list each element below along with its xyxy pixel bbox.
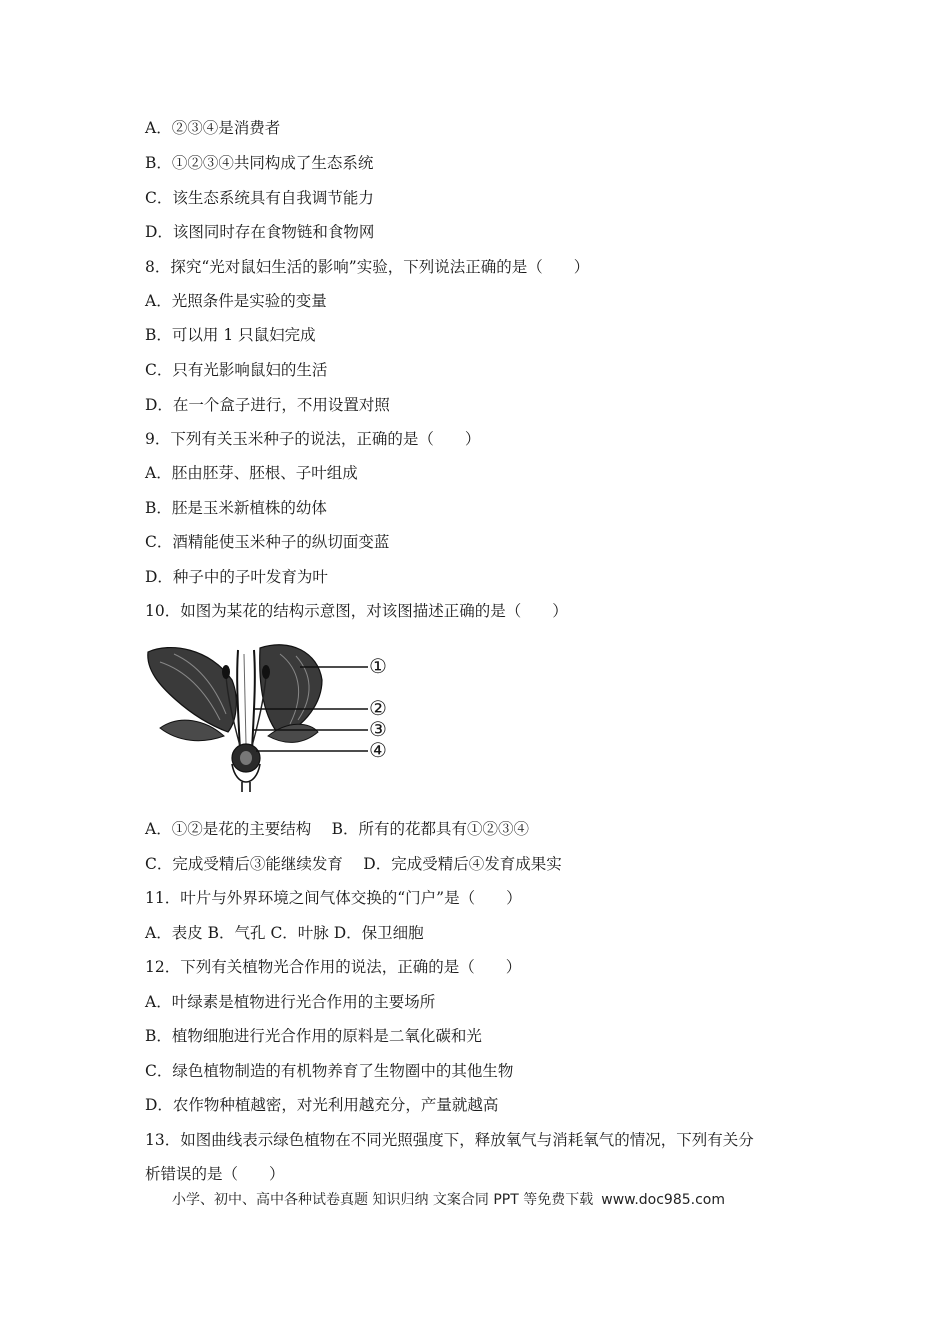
q10-options-cd: C．完成受精后③能继续发育 D．完成受精后④发育成果实 [145,855,562,873]
q7-option-d: D．该图同时存在食物链和食物网 [145,223,375,241]
q7-option-c: C．该生态系统具有自我调节能力 [145,189,374,207]
q9-option-d: D．种子中的子叶发育为叶 [145,568,328,586]
q10-options-ab: A．①②是花的主要结构 B．所有的花都具有①②③④ [145,820,530,838]
flower-label-1: ① [369,654,387,678]
q11-options: A．表皮 B．气孔 C．叶脉 D．保卫细胞 [145,924,424,942]
q8-option-b: B．可以用 1 只鼠妇完成 [145,326,316,344]
footer-url: www.doc985.com [601,1192,725,1208]
q12-option-c: C．绿色植物制造的有机物养育了生物圈中的其他生物 [145,1062,514,1080]
flower-label-3: ③ [369,717,387,741]
q12-option-d: D．农作物种植越密，对光利用越充分，产量就越高 [145,1096,499,1114]
q8-option-d: D．在一个盒子进行，不用设置对照 [145,396,390,414]
q9-option-c: C．酒精能使玉米种子的纵切面变蓝 [145,533,390,551]
q8-stem: 8．探究“光对鼠妇生活的影响”实验，下列说法正确的是（ ） [145,258,590,276]
flower-label-2: ② [369,696,387,720]
q7-option-a: A．②③④是消费者 [145,119,281,137]
q12-stem: 12．下列有关植物光合作用的说法，正确的是（ ） [145,958,522,976]
q13-stem-line2: 析错误的是（ ） [145,1165,285,1183]
q12-option-a: A．叶绿素是植物进行光合作用的主要场所 [145,993,436,1011]
footer-text: 小学、初中、高中各种试卷真题 知识归纳 文案合同 PPT 等免费下载 [172,1192,594,1208]
flower-diagram [140,640,400,792]
q9-stem: 9．下列有关玉米种子的说法，正确的是（ ） [145,430,481,448]
q9-option-a: A．胚由胚芽、胚根、子叶组成 [145,464,358,482]
flower-label-4: ④ [369,738,387,762]
q8-option-c: C．只有光影响鼠妇的生活 [145,361,328,379]
q8-option-a: A．光照条件是实验的变量 [145,292,327,310]
q9-option-b: B．胚是玉米新植株的幼体 [145,499,327,517]
page-footer [172,1190,725,1210]
q7-option-b: B．①②③④共同构成了生态系统 [145,154,374,172]
q13-stem-line1: 13．如图曲线表示绿色植物在不同光照强度下，释放氧气与消耗氧气的情况，下列有关分 [145,1131,754,1149]
q11-stem: 11．叶片与外界环境之间气体交换的“门户”是（ ） [145,889,522,907]
q12-option-b: B．植物细胞进行光合作用的原料是二氧化碳和光 [145,1027,482,1045]
q10-stem: 10．如图为某花的结构示意图，对该图描述正确的是（ ） [145,602,568,620]
